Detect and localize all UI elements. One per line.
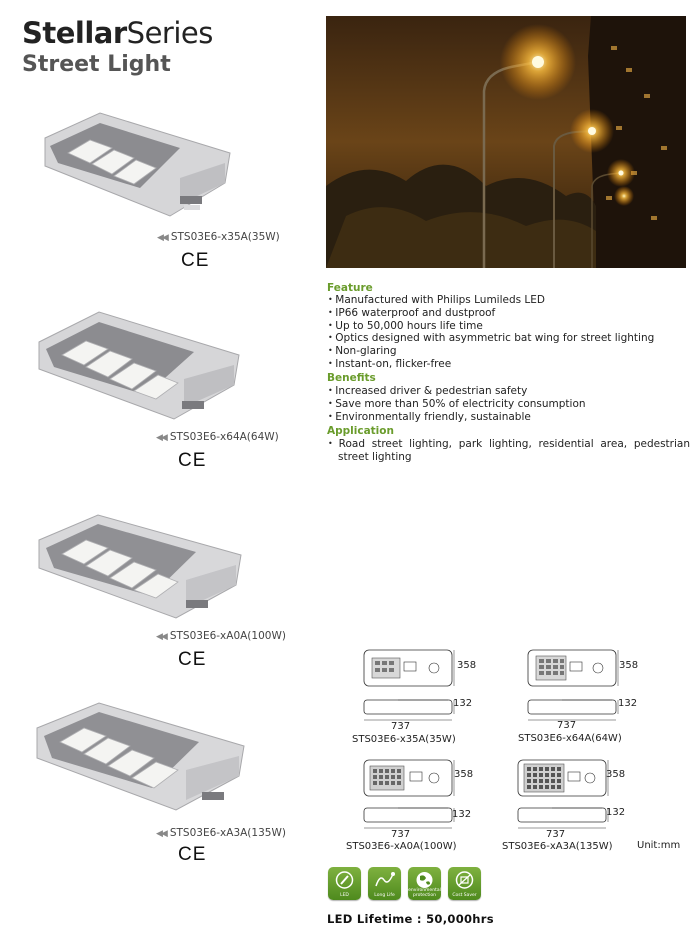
product-4-model [156, 827, 286, 839]
arrow-left-icon: ◀◀ [156, 829, 166, 839]
long-life-icon [368, 867, 401, 900]
product-2-model-text: STS03E6-x64A(64W) [169, 431, 279, 443]
benefits-heading: Benefits [327, 372, 376, 384]
list-item: • Up to 50,000 hours life time [328, 320, 690, 333]
street-night-photo [326, 16, 686, 268]
icon-caption: Long Life [374, 893, 395, 898]
application-heading: Application [327, 425, 394, 437]
product-3-model [156, 630, 286, 642]
environmental-protection-icon [408, 867, 441, 900]
title-bold: Stellar [22, 16, 127, 50]
list-item: • Manufactured with Philips Lumileds LED [328, 294, 690, 307]
dimension-drawing-64w [522, 644, 622, 726]
page-subtitle: Street Light [22, 52, 171, 77]
width-dimension: 737 [546, 829, 566, 840]
depth-dimension: 132 [606, 807, 626, 818]
feature-heading: Feature [327, 282, 373, 294]
width-dimension: 737 [391, 829, 411, 840]
product-4-model-text: STS03E6-xA3A(135W) [169, 827, 286, 839]
dimension-model-label: STS03E6-x64A(64W) [518, 733, 622, 744]
list-item: • Optics designed with asymmetric bat wing for street lighting [328, 332, 690, 345]
list-item: • Instant-on, flicker-free [328, 358, 690, 371]
icon-caption: environmental protection [408, 888, 441, 898]
dimension-drawing-35w [358, 644, 458, 726]
feature-list [328, 294, 690, 371]
height-dimension: 358 [619, 660, 639, 671]
benefits-list [328, 385, 690, 423]
arrow-left-icon: ◀◀ [157, 233, 167, 243]
height-dimension: 358 [457, 660, 477, 671]
ce-mark-icon: CE [178, 450, 207, 471]
list-item: • Save more than 50% of electricity consumption [328, 398, 690, 411]
dimension-drawing-100w [358, 756, 458, 832]
list-item: • Environmentally friendly, sustainable [328, 411, 690, 424]
icon-caption: Cost Saver [452, 893, 477, 898]
depth-dimension: 132 [453, 698, 473, 709]
application-list [328, 438, 690, 464]
depth-dimension: 132 [618, 698, 638, 709]
list-item: • Road street lighting, park lighting, residential area, pedestrian street lighting [328, 438, 690, 464]
arrow-left-icon: ◀◀ [156, 632, 166, 642]
dimension-drawing-135w [512, 756, 612, 832]
street-light-35w-image [30, 108, 240, 232]
product-2-model [156, 431, 279, 443]
led-lifetime: LED Lifetime : 50,000hrs [327, 912, 494, 926]
ce-mark-icon: CE [178, 649, 207, 670]
title-rest: Series [126, 16, 213, 50]
height-dimension: 358 [606, 769, 626, 780]
dimension-model-label: STS03E6-xA3A(135W) [502, 841, 613, 852]
street-light-64w-image [34, 307, 249, 431]
series-title [22, 16, 213, 50]
product-1-model [157, 231, 280, 243]
depth-dimension: 132 [452, 809, 472, 820]
list-item: • IP66 waterproof and dustproof [328, 307, 690, 320]
width-dimension: 737 [557, 720, 577, 731]
list-item: • Increased driver & pedestrian safety [328, 385, 690, 398]
height-dimension: 358 [454, 769, 474, 780]
cost-saver-icon [448, 867, 481, 900]
dimension-model-label: STS03E6-xA0A(100W) [346, 841, 457, 852]
street-light-135w-image [34, 698, 249, 822]
list-item: • Non-glaring [328, 345, 690, 358]
ce-mark-icon: CE [181, 250, 210, 271]
unit-label: Unit:mm [637, 840, 681, 851]
street-light-100w-image [36, 510, 251, 629]
led-icon [328, 867, 361, 900]
arrow-left-icon: ◀◀ [156, 433, 166, 443]
product-1-model-text: STS03E6-x35A(35W) [170, 231, 280, 243]
ce-mark-icon: CE [178, 844, 207, 865]
product-3-model-text: STS03E6-xA0A(100W) [169, 630, 286, 642]
icon-caption: LED [340, 893, 349, 898]
width-dimension: 737 [391, 721, 411, 732]
dimension-model-label: STS03E6-x35A(35W) [352, 734, 456, 745]
